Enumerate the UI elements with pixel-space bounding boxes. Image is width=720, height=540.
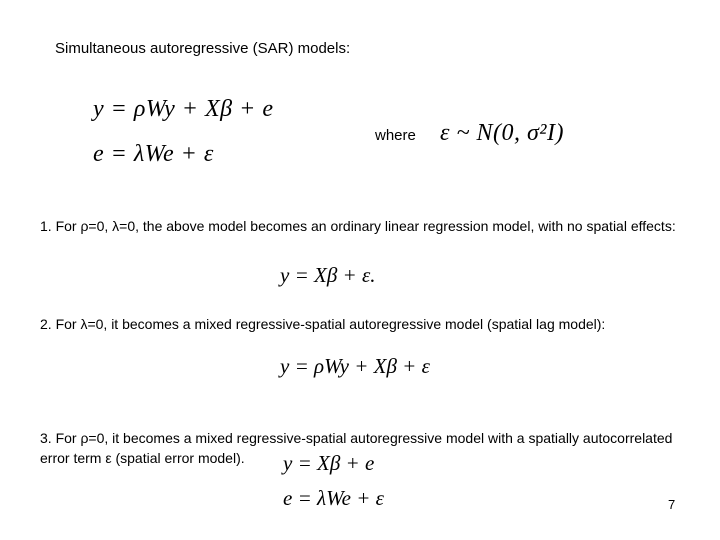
- page-number: 7: [668, 497, 676, 512]
- main-equation-1: y = ρWy + Xβ + e: [93, 96, 274, 122]
- point-3-equation-2: e = λWe + ε: [283, 486, 384, 510]
- point-1-equation: y = Xβ + ε.: [280, 263, 376, 287]
- slide-title: Simultaneous autoregressive (SAR) models:: [55, 40, 351, 57]
- point-3-equation-1: y = Xβ + e: [283, 451, 375, 475]
- point-2-equation: y = ρWy + Xβ + ε: [280, 354, 430, 378]
- where-label: where: [375, 127, 416, 144]
- main-equation-2: e = λWe + ε: [93, 141, 214, 167]
- point-3-text: 3. For ρ=0, it becomes a mixed regressive-spatial autoregressive model with a spatially autocorrelated error term ε (spatial error model).: [40, 430, 673, 466]
- point-1-text: 1. For ρ=0, λ=0, the above model becomes an ordinary linear regression model, with no spatial effects:: [40, 218, 676, 234]
- error-distribution-equation: ε ~ N(0, σ²I): [440, 120, 564, 146]
- point-2-text: 2. For λ=0, it becomes a mixed regressive-spatial autoregressive model (spatial lag model):: [40, 316, 606, 332]
